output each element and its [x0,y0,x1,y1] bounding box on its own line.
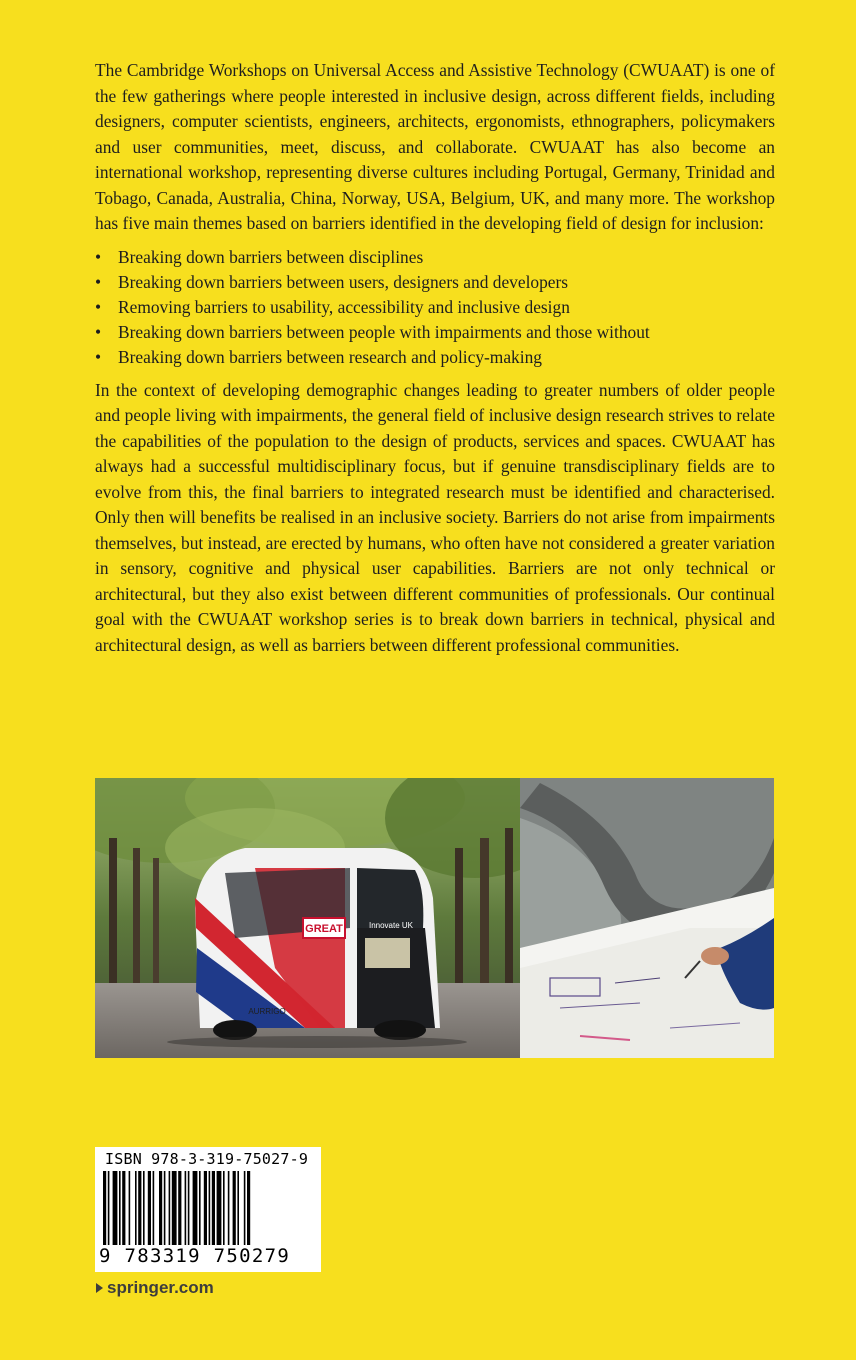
theme-item: • Breaking down barriers between research and policy-making [95,345,775,370]
barcode-bars [103,1171,313,1245]
intro-paragraph: The Cambridge Workshops on Universal Access and Assistive Technology (CWUAAT) is one of the few gatherings where people interested in inclusive design, across different fields, including designers, computer scientists, engineers, architects, ergonomists, ethnographers, policymakers and user communities, meet, discuss, and collaborate. CWUAAT has also become an international workshop, representing diverse cultures including Portugal, Germany, Trinidad and Tobago, Canada, Australia, China, Norway, USA, Belgium, UK, and many more. The workshop has five main themes based on barriers identified in the developing field of design for inclusion: [95,60,775,233]
barcode-digits: 9 783319 750279 [99,1245,291,1267]
publisher-name: springer.com [107,1278,214,1297]
back-cover-text [95,58,775,658]
theme-item: • Removing barriers to usability, accessibility and inclusive design [95,295,775,320]
aurrigo-label: AURRIGO [248,1007,286,1016]
great-sign: GREAT [305,923,343,935]
arrow-right-icon [96,1283,103,1293]
isbn-label: ISBN 978-3-319-75027-9 [105,1150,309,1168]
theme-item: • Breaking down barriers between users, designers and developers [95,270,775,295]
innovate-uk-label: Innovate UK [368,921,414,930]
workshop-map-photo [520,778,774,1058]
body-paragraph: In the context of developing demographic changes leading to greater numbers of older people and people living with impairments, the general field of inclusive design research strives to relate the capabilities of the population to the design of products, services and spaces. CWUAAT has always had a successful multidisciplinary focus, but if genuine transdisciplinary fields are to evolve from this, the final barriers to integrated research must be identified and characterised. Only then will benefits be realised in an inclusive society. Barriers do not arise from impairments themselves, but instead, are erected by humans, who often have not considered a greater variation in sensory, cognitive and physical user capabilities. Barriers are not only technical or architectural, but they also exist between different communities of professionals. Our continual goal with the CWUAAT workshop series is to break down barriers in technical, physical and architectural design, as well as barriers between different professional communities. [95,379,775,655]
theme-item: • Breaking down barriers between disciplines [95,245,775,270]
themes-list [95,245,775,370]
isbn-barcode [95,1147,321,1272]
theme-item: • Breaking down barriers between people with impairments and those without [95,320,775,345]
publisher-link[interactable] [96,1278,214,1298]
cover-photos [95,778,774,1058]
autonomous-pod-photo [95,778,520,1058]
